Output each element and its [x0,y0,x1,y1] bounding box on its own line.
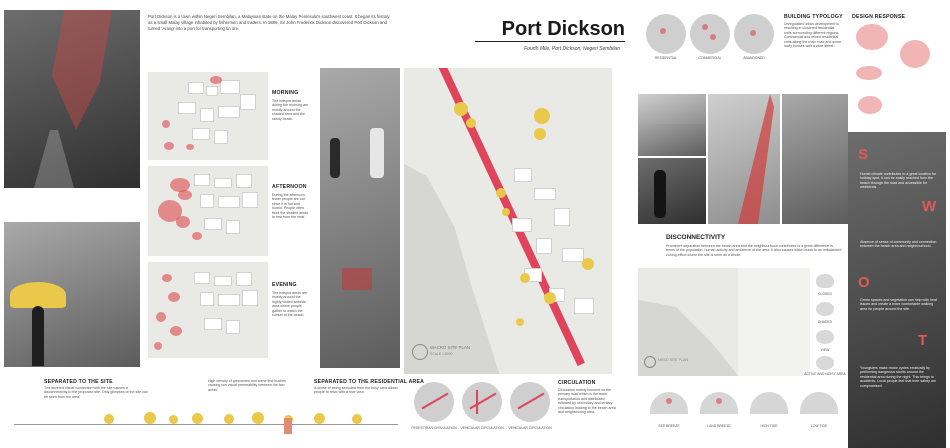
yellow-umbrella [10,282,66,308]
label-climate-3: LOW TIDE [810,424,828,428]
label-evening: EVENING [272,282,297,288]
climate-low-tide [800,392,838,414]
label-view-1: SHADED [817,320,833,324]
photo-woman [638,158,706,224]
photo-coast [638,124,706,156]
section-tree-line [14,412,398,434]
response-diagram-3 [856,66,882,80]
swot-letter-t: T [918,332,928,349]
text-separated-site: The severed visual connection with the site causes a disconnectivity to the proposed site. Only glimpses of the site can be seen from the area. [44,386,148,399]
panel-morning [268,72,316,160]
climate-see-breeze [650,392,688,414]
label-typ-1: COMMERCIAL [698,56,722,60]
text-circulation: Circulation mainly focused on the primary road which is the main transportation and distributed followed by secondary and tertiary circulation leading to the beach area and neighbouring area. [558,388,616,415]
label-circ-2: VEHICULAR CIRCULATION [508,426,552,430]
meso-label: MESO SITE PLAN [658,358,688,362]
text-disconnectivity: Prominent separation between the beach area and the neighbourhood contributes to a great difference in terms of the population, human activity and ambience of the area. It also causes which leads to an imbalanced zoning effect where the site is seen as a whole. [666,244,842,257]
view-shaded-icon [816,302,834,316]
heading-separated-res: SEPARATED TO THE RESIDENTIAL AREA [314,379,425,385]
map-morning [148,72,268,160]
label-circ-1: VEHICULAR CIRCULATION [460,426,504,430]
circulation-vehicular-2 [510,382,550,422]
label-typ-0: RESIDENTIAL [654,56,678,60]
label-climate-1: LAND BREEZE [707,424,731,428]
macro-label: MACRO SITE PLAN [430,345,471,350]
response-diagram-1 [856,24,888,50]
heading-design-response: DESIGN RESPONSE [852,14,906,20]
swot-text-o: Green spaces and vegetation can help with heat issues and create a more comfortable walking area for people around the site. [860,298,937,311]
map-afternoon [148,166,268,256]
text-greenery: High density of greeneries and some fine bushes causing low visual permeability between the two areas. [208,379,286,392]
railway-red-overlay [52,10,112,130]
text-afternoon: During the afternoon, fewer people are out since it is hot and humid. People often flock the shaded areas to rest from the heat. [272,193,309,220]
panel-afternoon [268,166,316,256]
swot-text-t: Youngsters make motor cycles erratically by performing dangerous stunts around the residential area during the night. This brings to accidents. Local people feel that their safety are compromised. [860,366,937,388]
typology-abandoned [734,14,774,54]
photo-road-red [708,94,780,224]
text-building: Unregulated urban development is resulting in clustered residential units surrounding different regions. Commercial and mixed residential units along the main road and some lowly houses with a wide street. [784,22,842,49]
response-diagram-4 [858,96,882,114]
climate-high-tide [750,392,788,414]
text-separated-res: A sense of being secluded from the busy area allows people to relax with a nice view. [314,386,398,395]
label-view-0: CLOSED [818,292,832,296]
photo-beach-people [320,68,400,368]
response-diagram-2 [900,40,930,68]
page-title: Port Dickson [475,18,625,42]
macro-site-plan [404,68,612,374]
label-view-2: VIEW [820,348,830,352]
text-evening: The hotspot areas are mostly around the highly visited seaside area where people gather to watch the sunset at the beach. [272,291,308,318]
railway-path-overlay [34,130,74,188]
photo-railway [4,10,140,188]
label-typ-2: ABANDONED [743,56,765,60]
swot-text-w: Absence of sense of community and connection between the beach area and neighbourhood. [860,240,937,249]
view-closed-icon [816,274,834,288]
road-red-overlay [734,94,774,224]
swot-letter-w: W [922,198,937,215]
macro-scale: SCALE 1:5000 [430,352,453,356]
heading-separated-site: SEPARATED TO THE SITE [44,379,113,385]
view-view-icon [816,330,834,344]
label-climate-2: HIGH TIDE [760,424,778,428]
map-evening [148,262,268,358]
text-morning: The hotspot areas during the morning are mostly around the shaded area and the sandy beach. [272,99,309,121]
intro-text: Port Dickson is a town within Negeri Sembilan, a Malaysian state on the Malay Peninsula's southwest coast. It began its history as a small Malay village inhabited by fishermen and traders. In 1889, Sir John Frederick Dickson discovered Port Dickson and turned 'Arang' into a port for transporting tin ore. [148,14,390,31]
circulation-vehicular-1 [462,382,502,422]
meso-north-icon [644,356,656,368]
photo-shore [638,94,706,124]
circulation-pedestrian [414,382,454,422]
climate-land-breeze [700,392,738,414]
macro-north-icon [412,344,428,360]
page-subtitle: Fourth Mile, Port Dickson, Negeri Sembilan [524,46,620,52]
meso-site-plan [638,268,810,376]
swot-letter-o: O [858,274,870,291]
swot-text-s: Humid climate contributes to a great location for holiday spot, it can be easily reached from the beach through the road and accessible for weekends. [860,172,937,190]
label-climate-0: SEE BREEZE [658,424,680,428]
heading-building: BUILDING TYPOLOGY [784,14,843,20]
label-afternoon: AFTERNOON [272,184,307,190]
swot-letter-s: S [858,146,869,163]
photo-house [4,222,140,367]
photo-street [782,94,848,224]
swot-panel [848,132,946,448]
sea-area [404,158,504,374]
label-circ-0: PEDESTRIAN CIRCULATION [411,426,457,430]
label-morning: MORNING [272,90,299,96]
view-active-icon [816,356,834,370]
heading-disconnectivity: DISCONNECTIVITY [666,234,726,241]
label-view-3: ACTIVE AND NOISY AREA [804,372,846,376]
typology-residential [646,14,686,54]
panel-evening [268,262,316,358]
heading-circulation: CIRCULATION [558,380,596,386]
typology-commercial [690,14,730,54]
person-silhouette [32,306,44,366]
